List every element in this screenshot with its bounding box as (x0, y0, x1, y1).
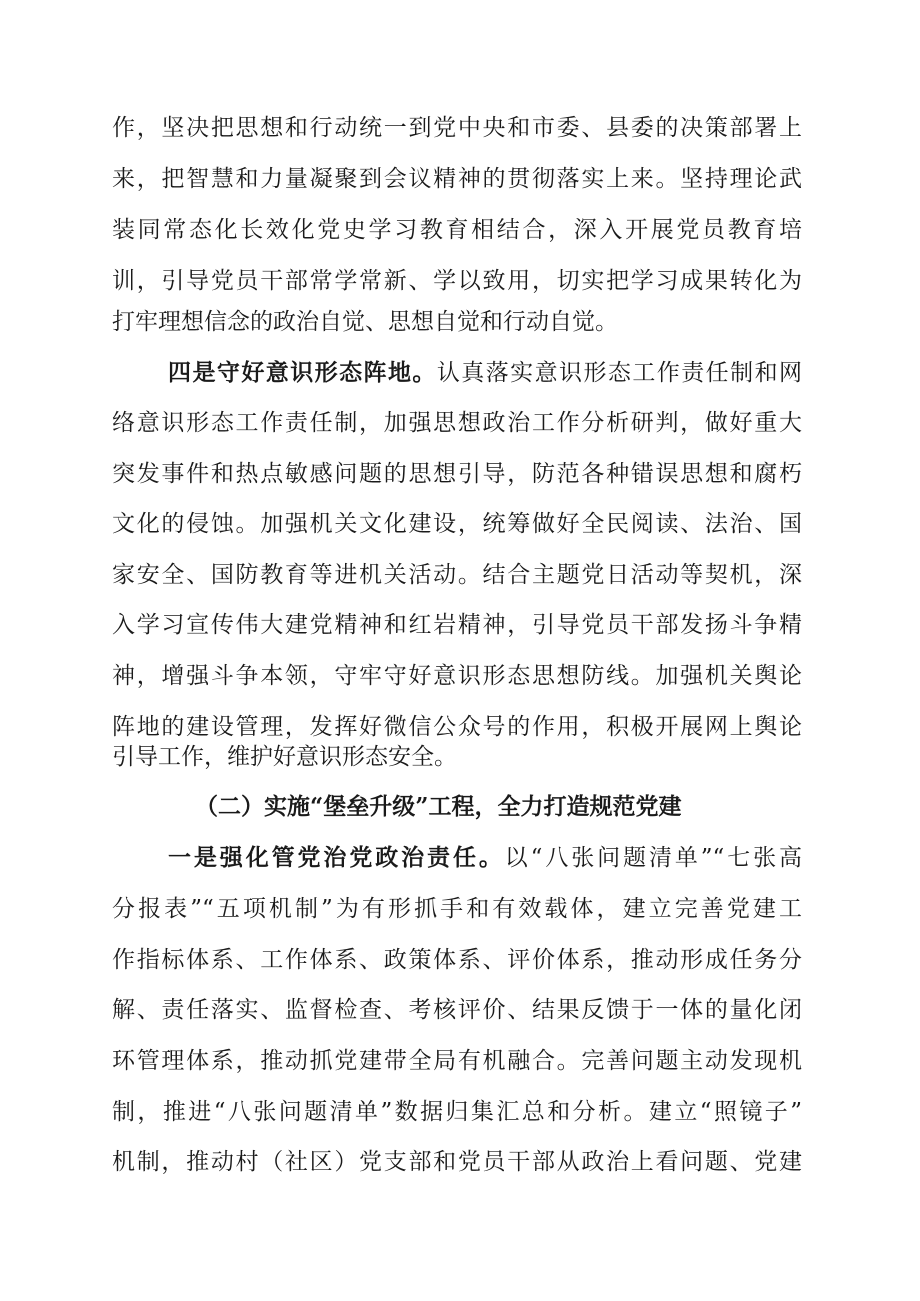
paragraph-line: 引导工作，维护好意识形态安全。 (112, 744, 457, 770)
paragraph-line: 家安全、国防教育等进机关活动。结合主题党日活动等契机，深 (112, 562, 802, 588)
paragraph-line: 打牢理想信念的政治自觉、思想自觉和行动自觉。 (112, 309, 618, 335)
paragraph-lead: 一是强化管党治党政治责任。 (168, 844, 505, 871)
paragraph-line: 训，引导党员干部常学常新、学以致用，切实把学习成果转化为 (112, 268, 802, 294)
paragraph-line: 解、责任落实、监督检查、考核评价、结果反馈于一体的量化闭 (112, 997, 802, 1023)
paragraph-line: 来，把智慧和力量凝聚到会议精神的贯彻落实上来。坚持理论武 (112, 166, 802, 192)
paragraph-line: 神，增强斗争本领，守牢守好意识形态思想防线。加强机关舆论 (112, 663, 802, 689)
paragraph-line: 络意识形态工作责任制，加强思想政治工作分析研判，做好重大 (112, 410, 802, 436)
paragraph-line: 突发事件和热点敏感问题的思想引导，防范各种错误思想和腐朽 (112, 461, 802, 487)
paragraph-lead: 四是守好意识形态阵地。 (168, 359, 437, 386)
paragraph-first-line (168, 349, 802, 397)
paragraph-line: 作指标体系、工作体系、政策体系、评价体系，推动形成任务分 (112, 947, 802, 973)
paragraph-line: 制，推进“八张问题清单”数据归集汇总和分析。建立“照镜子” (112, 1099, 802, 1125)
paragraph-line: 分报表”“五项机制”为有形抓手和有效载体，建立完善党建工 (112, 896, 802, 922)
paragraph-line: 环管理体系，推动抓党建带全局有机融合。完善问题主动发现机 (112, 1048, 802, 1074)
paragraph-first-line (168, 834, 802, 882)
paragraph-line: 阵地的建设管理，发挥好微信公众号的作用，积极开展网上舆论 (112, 714, 802, 740)
paragraph-line: 文化的侵蚀。加强机关文化建设，统筹做好全民阅读、法治、国 (112, 511, 802, 537)
paragraph-line: 入学习宣传伟大建党精神和红岩精神，引导党员干部发扬斗争精 (112, 612, 802, 638)
paragraph-line: 作，坚决把思想和行动统一到党中央和市委、县委的决策部署上 (112, 115, 802, 141)
paragraph-text: 认真落实意识形态工作责任制和网 (436, 360, 803, 386)
paragraph-line: 机制，推动村（社区）党支部和党员干部从政治上看问题、党建 (112, 1149, 802, 1175)
section-heading: （二）实施“堡垒升级”工程，全力打造规范党建 (195, 793, 682, 820)
paragraph-line: 装同常态化长效化党史学习教育相结合，深入开展党员教育培 (112, 217, 802, 243)
paragraph-text: 以“八张问题清单”“七张高 (504, 845, 802, 871)
